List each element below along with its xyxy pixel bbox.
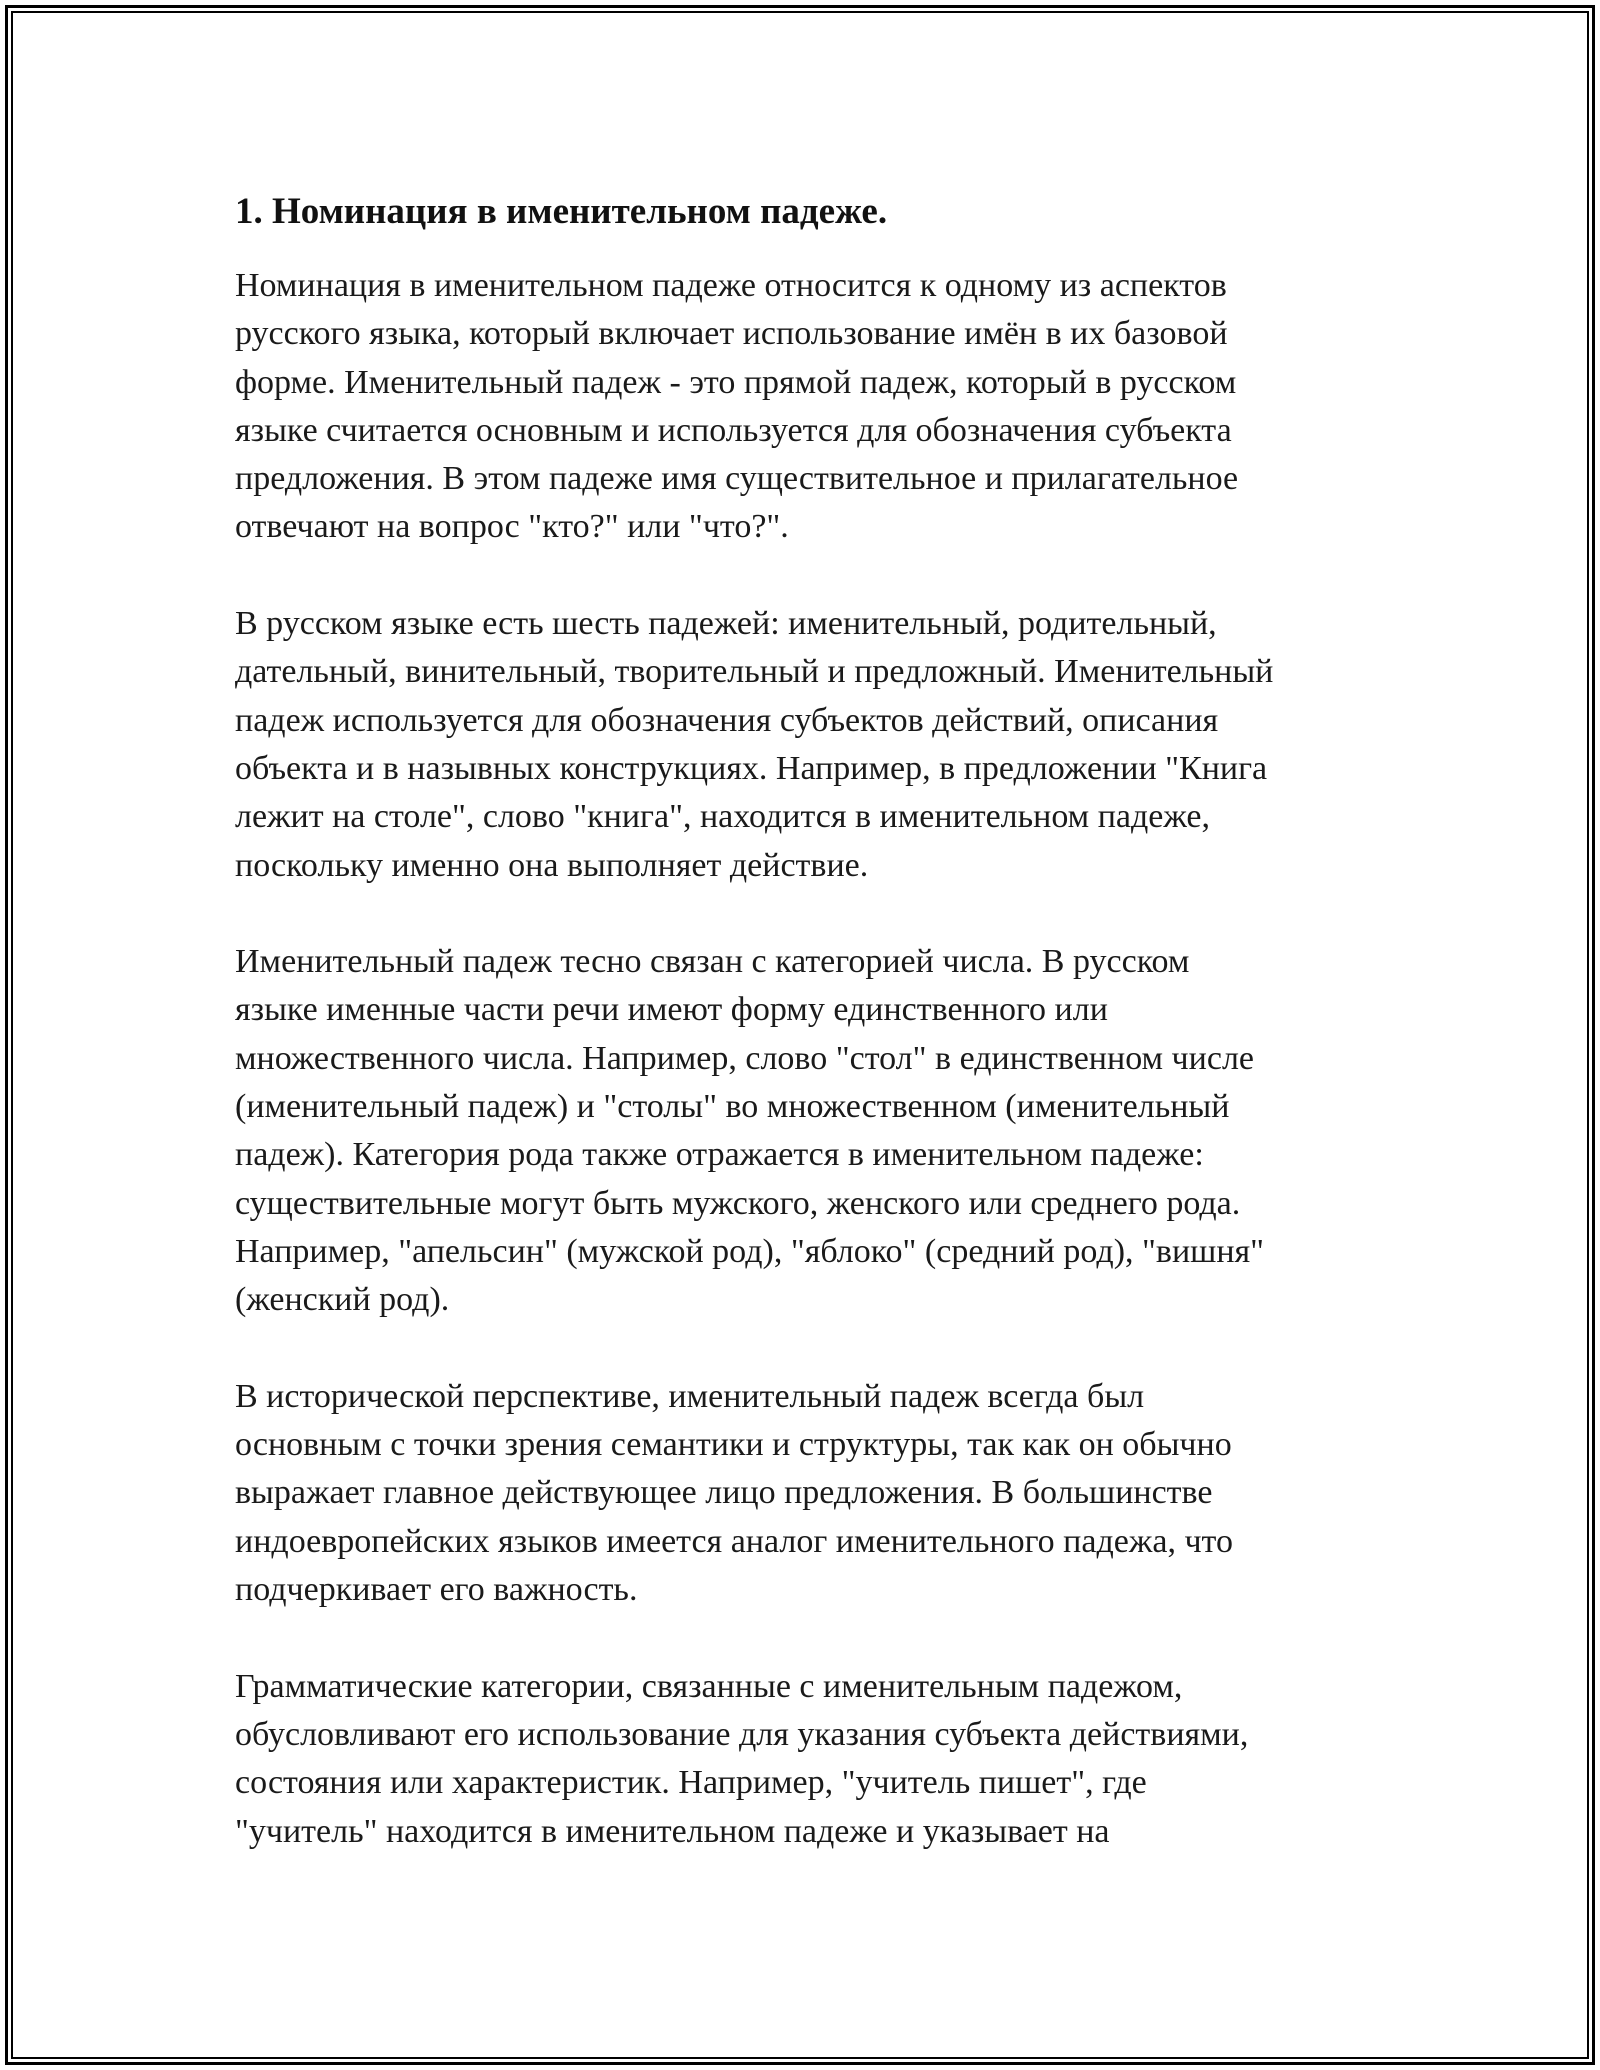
- text-line: отвечают на вопрос "кто?" или "что?".: [235, 508, 789, 546]
- text-line: (женский род).: [235, 1281, 450, 1319]
- text-line: выражает главное действующее лицо предложения. В большинстве: [235, 1474, 1213, 1512]
- text-line: поскольку именно она выполняет действие.: [235, 846, 869, 884]
- section-heading: 1. Номинация в именительном падеже.: [235, 191, 888, 232]
- text-line: подчеркивает его важность.: [235, 1571, 638, 1609]
- text-line: Грамматические категории, связанные с именительным падежом,: [235, 1667, 1183, 1705]
- text-line: предложения. В этом падеже имя существительное и прилагательное: [235, 460, 1239, 498]
- text-line: состояния или характеристик. Например, "учитель пишет", где: [235, 1764, 1147, 1802]
- text-line: В исторической перспективе, именительный падеж всегда был: [235, 1377, 1145, 1415]
- text-line: лежит на столе", слово "книга", находится в именительном падеже,: [235, 798, 1211, 836]
- text-line: множественного числа. Например, слово "стол" в единственном числе: [235, 1039, 1255, 1077]
- text-line: Например, "апельсин" (мужской род), "яблоко" (средний род), "вишня": [235, 1232, 1265, 1270]
- text-line: "учитель" находится в именительном падеже и указывает на: [235, 1812, 1110, 1850]
- text-line: В русском языке есть шесть падежей: именительный, родительный,: [235, 605, 1217, 643]
- text-line: Номинация в именительном падеже относится к одному из аспектов: [235, 267, 1227, 304]
- document-body: [235, 188, 1375, 1904]
- text-line: дательный, винительный, творительный и предложный. Именительный: [235, 653, 1274, 691]
- text-line: объекта и в назывных конструкциях. Например, в предложении "Книга: [235, 749, 1268, 787]
- text-line: обусловливают его использование для указания субъекта действиями,: [235, 1715, 1249, 1753]
- text-line: русского языка, который включает использование имён в их базовой: [235, 315, 1228, 353]
- text-line: Именительный падеж тесно связан с категорией числа. В русском: [235, 943, 1190, 981]
- text-line: языке именные части речи имеют форму единственного или: [235, 991, 1108, 1029]
- text-line: основным с точки зрения семантики и структуры, так как он обычно: [235, 1426, 1232, 1464]
- text-line: (именительный падеж) и "столы" во множественном (именительный: [235, 1088, 1230, 1126]
- paragraph-3: [235, 938, 1375, 1324]
- paragraph-5: [235, 1663, 1375, 1856]
- text-line: индоевропейских языков имеется аналог именительного падежа, что: [235, 1522, 1233, 1560]
- text-line: падеж используется для обозначения субъектов действий, описания: [235, 701, 1219, 739]
- paragraph-1: [235, 262, 1375, 552]
- text-line: существительные могут быть мужского, женского или среднего рода.: [235, 1184, 1241, 1222]
- paragraph-4: [235, 1373, 1375, 1614]
- text-line: форме. Именительный падеж - это прямой падеж, который в русском: [235, 363, 1237, 401]
- paragraph-2: [235, 600, 1375, 890]
- text-line: языке считается основным и используется для обозначения субъекта: [235, 411, 1232, 449]
- text-line: падеж). Категория рода также отражается в именительном падеже:: [235, 1136, 1204, 1174]
